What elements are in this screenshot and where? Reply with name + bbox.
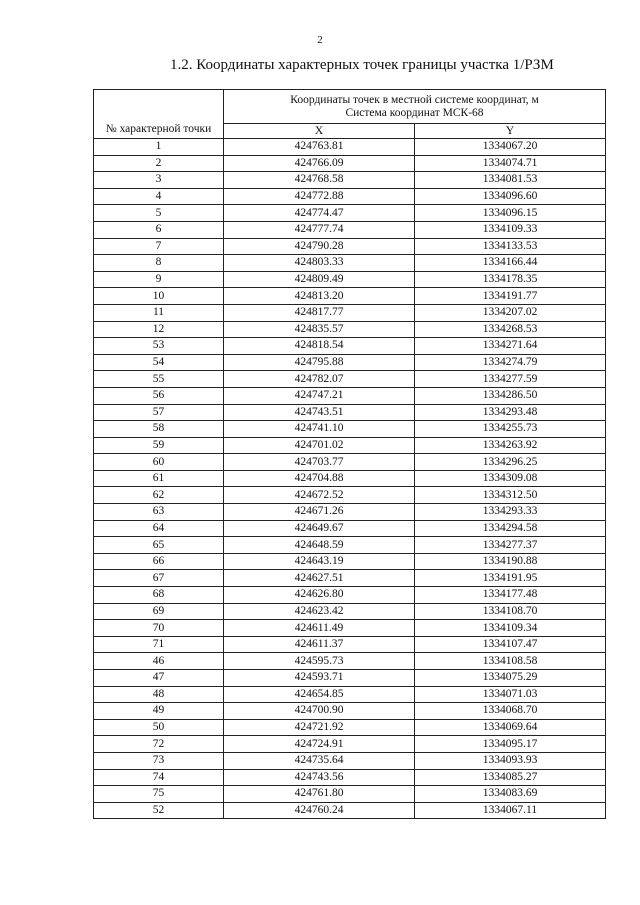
y-coordinate-cell: 1334133.53 [415,238,606,255]
point-number-cell: 56 [94,387,224,404]
y-coordinate-cell: 1334071.03 [415,686,606,703]
x-coordinate-cell: 424795.88 [224,354,415,371]
table-row [94,653,606,670]
point-number-cell: 70 [94,620,224,637]
table-row [94,404,606,421]
table-row [94,155,606,172]
point-number-cell: 71 [94,636,224,653]
y-coordinate-cell: 1334067.20 [415,139,606,156]
point-number-cell: 8 [94,255,224,272]
table-row [94,255,606,272]
point-number-cell: 9 [94,271,224,288]
x-coordinate-cell: 424766.09 [224,155,415,172]
y-coordinate-cell: 1334293.33 [415,504,606,521]
y-coordinate-cell: 1334191.95 [415,570,606,587]
x-coordinate-cell: 424671.26 [224,504,415,521]
point-number-cell: 67 [94,570,224,587]
y-coordinate-cell: 1334190.88 [415,553,606,570]
x-coordinate-cell: 424803.33 [224,255,415,272]
x-coordinate-cell: 424774.47 [224,205,415,222]
point-number-cell: 69 [94,603,224,620]
coordinates-header-line1: Координаты точек в местной системе координат, м [290,94,539,106]
y-coordinate-cell: 1334263.92 [415,437,606,454]
point-number-cell: 65 [94,537,224,554]
y-coordinate-cell: 1334277.59 [415,371,606,388]
table-row [94,553,606,570]
point-number-cell: 10 [94,288,224,305]
y-coordinate-cell: 1334096.60 [415,188,606,205]
y-coordinate-cell: 1334277.37 [415,537,606,554]
x-coordinate-cell: 424721.92 [224,719,415,736]
table-row [94,802,606,819]
x-coordinate-cell: 424735.64 [224,752,415,769]
table-row [94,703,606,720]
coordinates-table-body [94,139,606,819]
y-coordinate-cell: 1334293.48 [415,404,606,421]
x-coordinate-cell: 424623.42 [224,603,415,620]
point-number-cell: 68 [94,587,224,604]
point-number-cell: 3 [94,172,224,189]
point-number-cell: 1 [94,139,224,156]
y-coordinate-cell: 1334274.79 [415,354,606,371]
table-row [94,487,606,504]
table-row [94,752,606,769]
x-coordinate-cell: 424724.91 [224,736,415,753]
y-coordinate-cell: 1334268.53 [415,321,606,338]
x-coordinate-cell: 424704.88 [224,470,415,487]
point-number-cell: 75 [94,786,224,803]
x-coordinate-cell: 424643.19 [224,553,415,570]
y-coordinate-cell: 1334271.64 [415,338,606,355]
y-coordinate-cell: 1334067.11 [415,802,606,819]
point-number-cell: 48 [94,686,224,703]
table-row [94,587,606,604]
table-row [94,421,606,438]
table-row [94,620,606,637]
x-coordinate-cell: 424701.02 [224,437,415,454]
x-column-header: X [224,124,415,139]
x-coordinate-cell: 424627.51 [224,570,415,587]
x-coordinate-cell: 424809.49 [224,271,415,288]
y-coordinate-cell: 1334107.47 [415,636,606,653]
y-coordinate-cell: 1334207.02 [415,304,606,321]
point-number-cell: 11 [94,304,224,321]
table-row [94,504,606,521]
point-number-cell: 59 [94,437,224,454]
point-number-cell: 57 [94,404,224,421]
point-number-cell: 61 [94,470,224,487]
table-row [94,304,606,321]
point-number-cell: 49 [94,703,224,720]
x-coordinate-cell: 424626.80 [224,587,415,604]
point-number-cell: 62 [94,487,224,504]
point-number-cell: 53 [94,338,224,355]
table-row [94,371,606,388]
x-coordinate-cell: 424743.51 [224,404,415,421]
x-coordinate-cell: 424611.49 [224,620,415,637]
y-coordinate-cell: 1334191.77 [415,288,606,305]
x-coordinate-cell: 424654.85 [224,686,415,703]
table-row [94,288,606,305]
x-coordinate-cell: 424703.77 [224,454,415,471]
x-coordinate-cell: 424672.52 [224,487,415,504]
y-coordinate-cell: 1334068.70 [415,703,606,720]
document-title: 1.2. Координаты характерных точек границы участка 1/РЗМ [170,57,554,73]
table-row [94,470,606,487]
point-number-cell: 52 [94,802,224,819]
y-coordinate-cell: 1334069.64 [415,719,606,736]
x-coordinate-cell: 424611.37 [224,636,415,653]
table-row [94,603,606,620]
x-coordinate-cell: 424648.59 [224,537,415,554]
table-row [94,454,606,471]
y-coordinate-cell: 1334296.25 [415,454,606,471]
table-row [94,205,606,222]
table-row [94,736,606,753]
table-row [94,786,606,803]
point-number-cell: 66 [94,553,224,570]
point-number-cell: 47 [94,670,224,687]
table-row [94,354,606,371]
point-number-cell: 64 [94,520,224,537]
x-coordinate-cell: 424835.57 [224,321,415,338]
y-coordinate-cell: 1334178.35 [415,271,606,288]
table-row [94,719,606,736]
table-row [94,271,606,288]
x-coordinate-cell: 424593.71 [224,670,415,687]
table-row [94,769,606,786]
table-row [94,338,606,355]
coordinates-table [93,89,606,819]
table-row [94,670,606,687]
x-coordinate-cell: 424761.80 [224,786,415,803]
x-coordinate-cell: 424700.90 [224,703,415,720]
table-row [94,636,606,653]
y-coordinate-cell: 1334309.08 [415,470,606,487]
x-coordinate-cell: 424813.20 [224,288,415,305]
x-coordinate-cell: 424817.77 [224,304,415,321]
y-coordinate-cell: 1334095.17 [415,736,606,753]
point-number-cell: 58 [94,421,224,438]
point-number-cell: 74 [94,769,224,786]
y-coordinate-cell: 1334294.58 [415,520,606,537]
table-row [94,321,606,338]
y-coordinate-cell: 1334083.69 [415,786,606,803]
table-row [94,221,606,238]
point-number-cell: 12 [94,321,224,338]
x-coordinate-cell: 424649.67 [224,520,415,537]
y-coordinate-cell: 1334108.70 [415,603,606,620]
point-number-cell: 73 [94,752,224,769]
x-coordinate-cell: 424818.54 [224,338,415,355]
table-row [94,570,606,587]
point-number-cell: 6 [94,221,224,238]
point-number-cell: 50 [94,719,224,736]
table-row [94,520,606,537]
x-coordinate-cell: 424782.07 [224,371,415,388]
table-row [94,188,606,205]
point-number-cell: 2 [94,155,224,172]
y-coordinate-cell: 1334108.58 [415,653,606,670]
x-coordinate-cell: 424747.21 [224,387,415,404]
x-coordinate-cell: 424772.88 [224,188,415,205]
y-coordinate-cell: 1334109.33 [415,221,606,238]
x-coordinate-cell: 424768.58 [224,172,415,189]
x-coordinate-cell: 424777.74 [224,221,415,238]
y-coordinate-cell: 1334085.27 [415,769,606,786]
point-number-cell: 72 [94,736,224,753]
table-row [94,437,606,454]
table-row [94,387,606,404]
point-number-cell: 60 [94,454,224,471]
y-coordinate-cell: 1334286.50 [415,387,606,404]
y-coordinate-cell: 1334093.93 [415,752,606,769]
table-row [94,537,606,554]
point-number-cell: 46 [94,653,224,670]
y-coordinate-cell: 1334074.71 [415,155,606,172]
y-column-header: Y [415,124,606,139]
point-number-cell: 54 [94,354,224,371]
table-row [94,139,606,156]
y-coordinate-cell: 1334081.53 [415,172,606,189]
point-number-cell: 55 [94,371,224,388]
y-coordinate-cell: 1334096.15 [415,205,606,222]
x-coordinate-cell: 424763.81 [224,139,415,156]
x-coordinate-cell: 424790.28 [224,238,415,255]
point-number-cell: 7 [94,238,224,255]
coordinates-header-line2: Система координат МСК-68 [345,107,484,119]
x-coordinate-cell: 424741.10 [224,421,415,438]
point-number-cell: 63 [94,504,224,521]
x-coordinate-cell: 424595.73 [224,653,415,670]
y-coordinate-cell: 1334166.44 [415,255,606,272]
point-number-header: № характерной точки [94,90,224,139]
table-row [94,686,606,703]
point-number-cell: 5 [94,205,224,222]
x-coordinate-cell: 424760.24 [224,802,415,819]
y-coordinate-cell: 1334255.73 [415,421,606,438]
point-number-cell: 4 [94,188,224,205]
y-coordinate-cell: 1334109.34 [415,620,606,637]
y-coordinate-cell: 1334312.50 [415,487,606,504]
y-coordinate-cell: 1334177.48 [415,587,606,604]
table-row [94,238,606,255]
table-row [94,172,606,189]
page-number: 2 [317,34,323,46]
coordinates-header [224,90,606,124]
y-coordinate-cell: 1334075.29 [415,670,606,687]
x-coordinate-cell: 424743.56 [224,769,415,786]
